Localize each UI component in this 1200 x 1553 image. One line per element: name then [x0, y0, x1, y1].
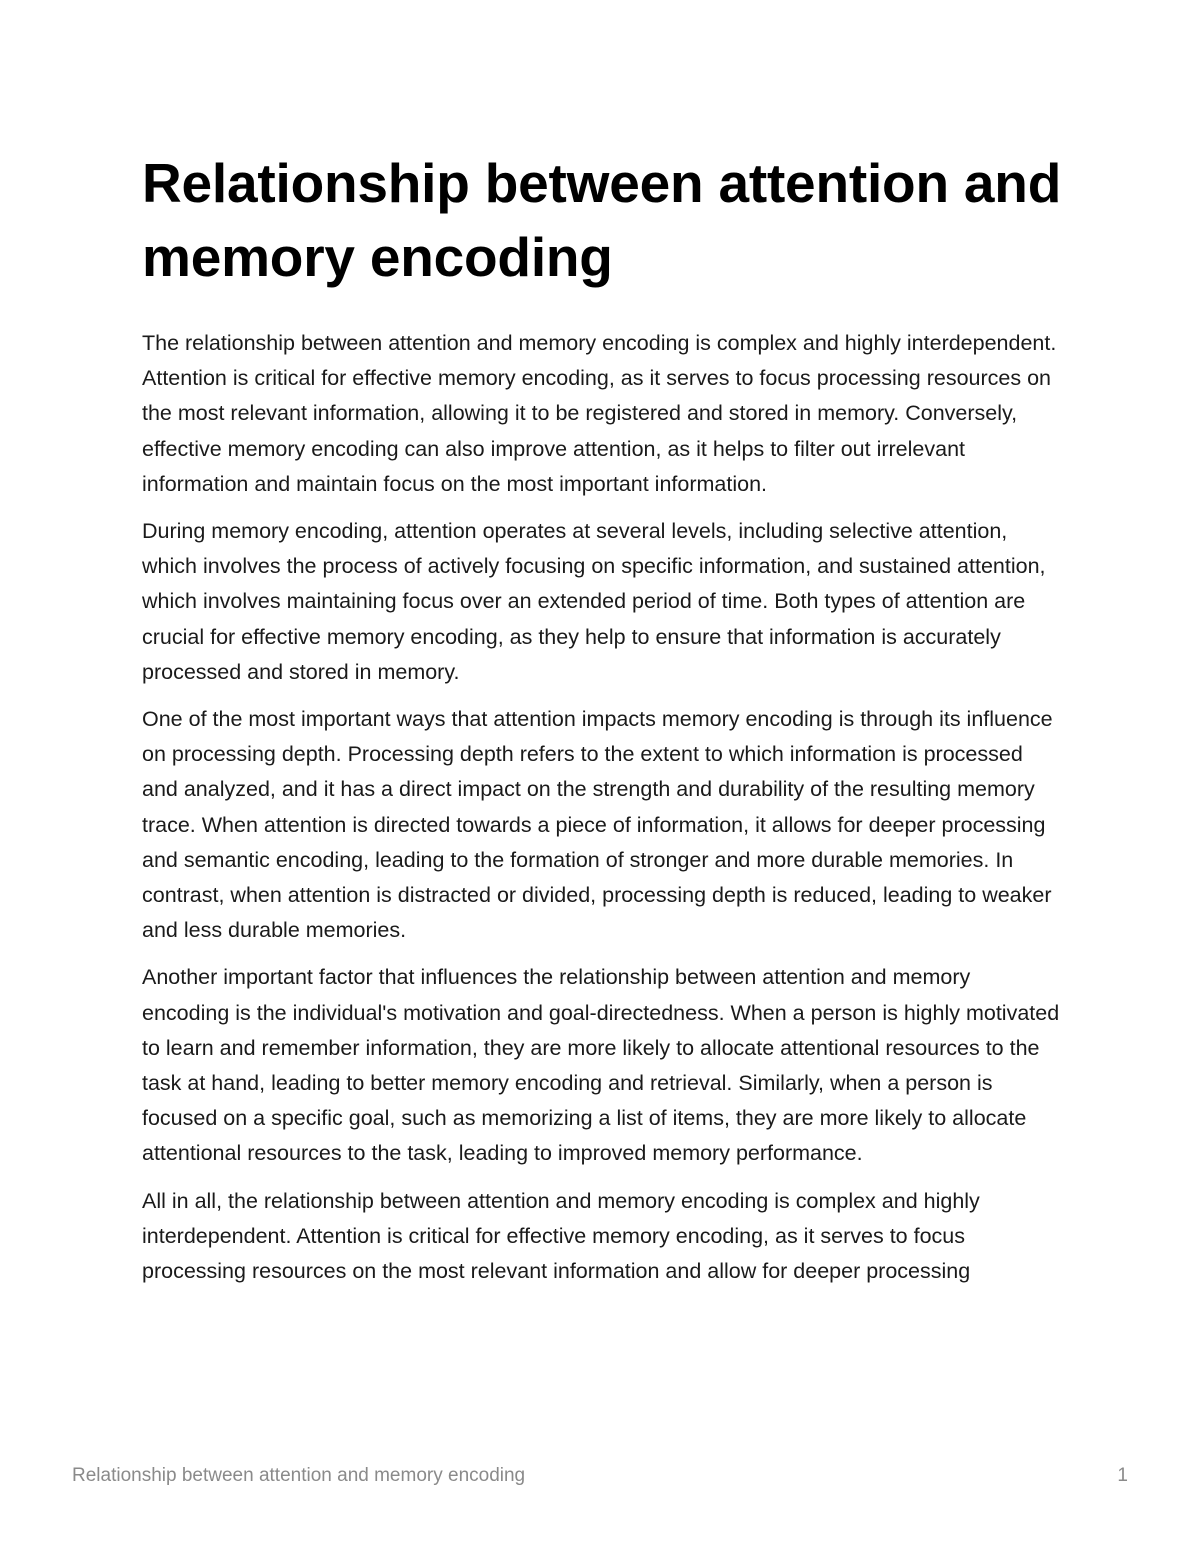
document-body	[142, 146, 1062, 1301]
paragraph-motivation: Another important factor that influences the relationship between attention and memory encoding is the individual's motivation and goal-directedness. When a person is highly motivated to learn and remember information, they are more likely to allocate attentional resources to the task at hand, leading to better memory encoding and retrieval. Similarly, when a person is focused on a specific goal, such as memorizing a list of items, they are more likely to allocate attentional resources to the task, leading to improved memory performance.	[142, 965, 1060, 1166]
document-title: Relationship between attention and memory encoding	[142, 152, 1062, 288]
paragraph-processing-depth: One of the most important ways that attention impacts memory encoding is through its influence on processing depth. Processing depth refers to the extent to which information is processed and analyzed, and it has a direct impact on the strength and durability of the resulting memory trace. When attention is directed towards a piece of information, it allows for deeper processing and semantic encoding, leading to the formation of stronger and more durable memories. In contrast, when attention is distracted or divided, processing depth is reduced, leading to weaker and less durable memories.	[142, 707, 1053, 943]
page-number: 1	[1117, 1465, 1128, 1486]
page-footer	[72, 1465, 1128, 1495]
paragraph-conclusion: All in all, the relationship between attention and memory encoding is complex and highly interdependent. Attention is critical for effective memory encoding, as it serves to focus processing resources on the most relevant information and allow for deeper processing	[142, 1188, 980, 1284]
paragraph-levels-of-attention: During memory encoding, attention operates at several levels, including selective attention, which involves the process of actively focusing on specific information, and sustained attention, which involves maintaining focus over an extended period of time. Both types of attention are crucial for effective memory encoding, as they help to ensure that information is accurately processed and stored in memory.	[142, 519, 1046, 684]
paragraph-intro: The relationship between attention and memory encoding is complex and highly interdependent. Attention is critical for effective memory encoding, as it serves to focus processing resources on the most relevant information, allowing it to be registered and stored in memory. Conversely, effective memory encoding can also improve attention, as it helps to filter out irrelevant information and maintain focus on the most important information.	[142, 331, 1057, 496]
footer-title: Relationship between attention and memory encoding	[72, 1465, 526, 1486]
